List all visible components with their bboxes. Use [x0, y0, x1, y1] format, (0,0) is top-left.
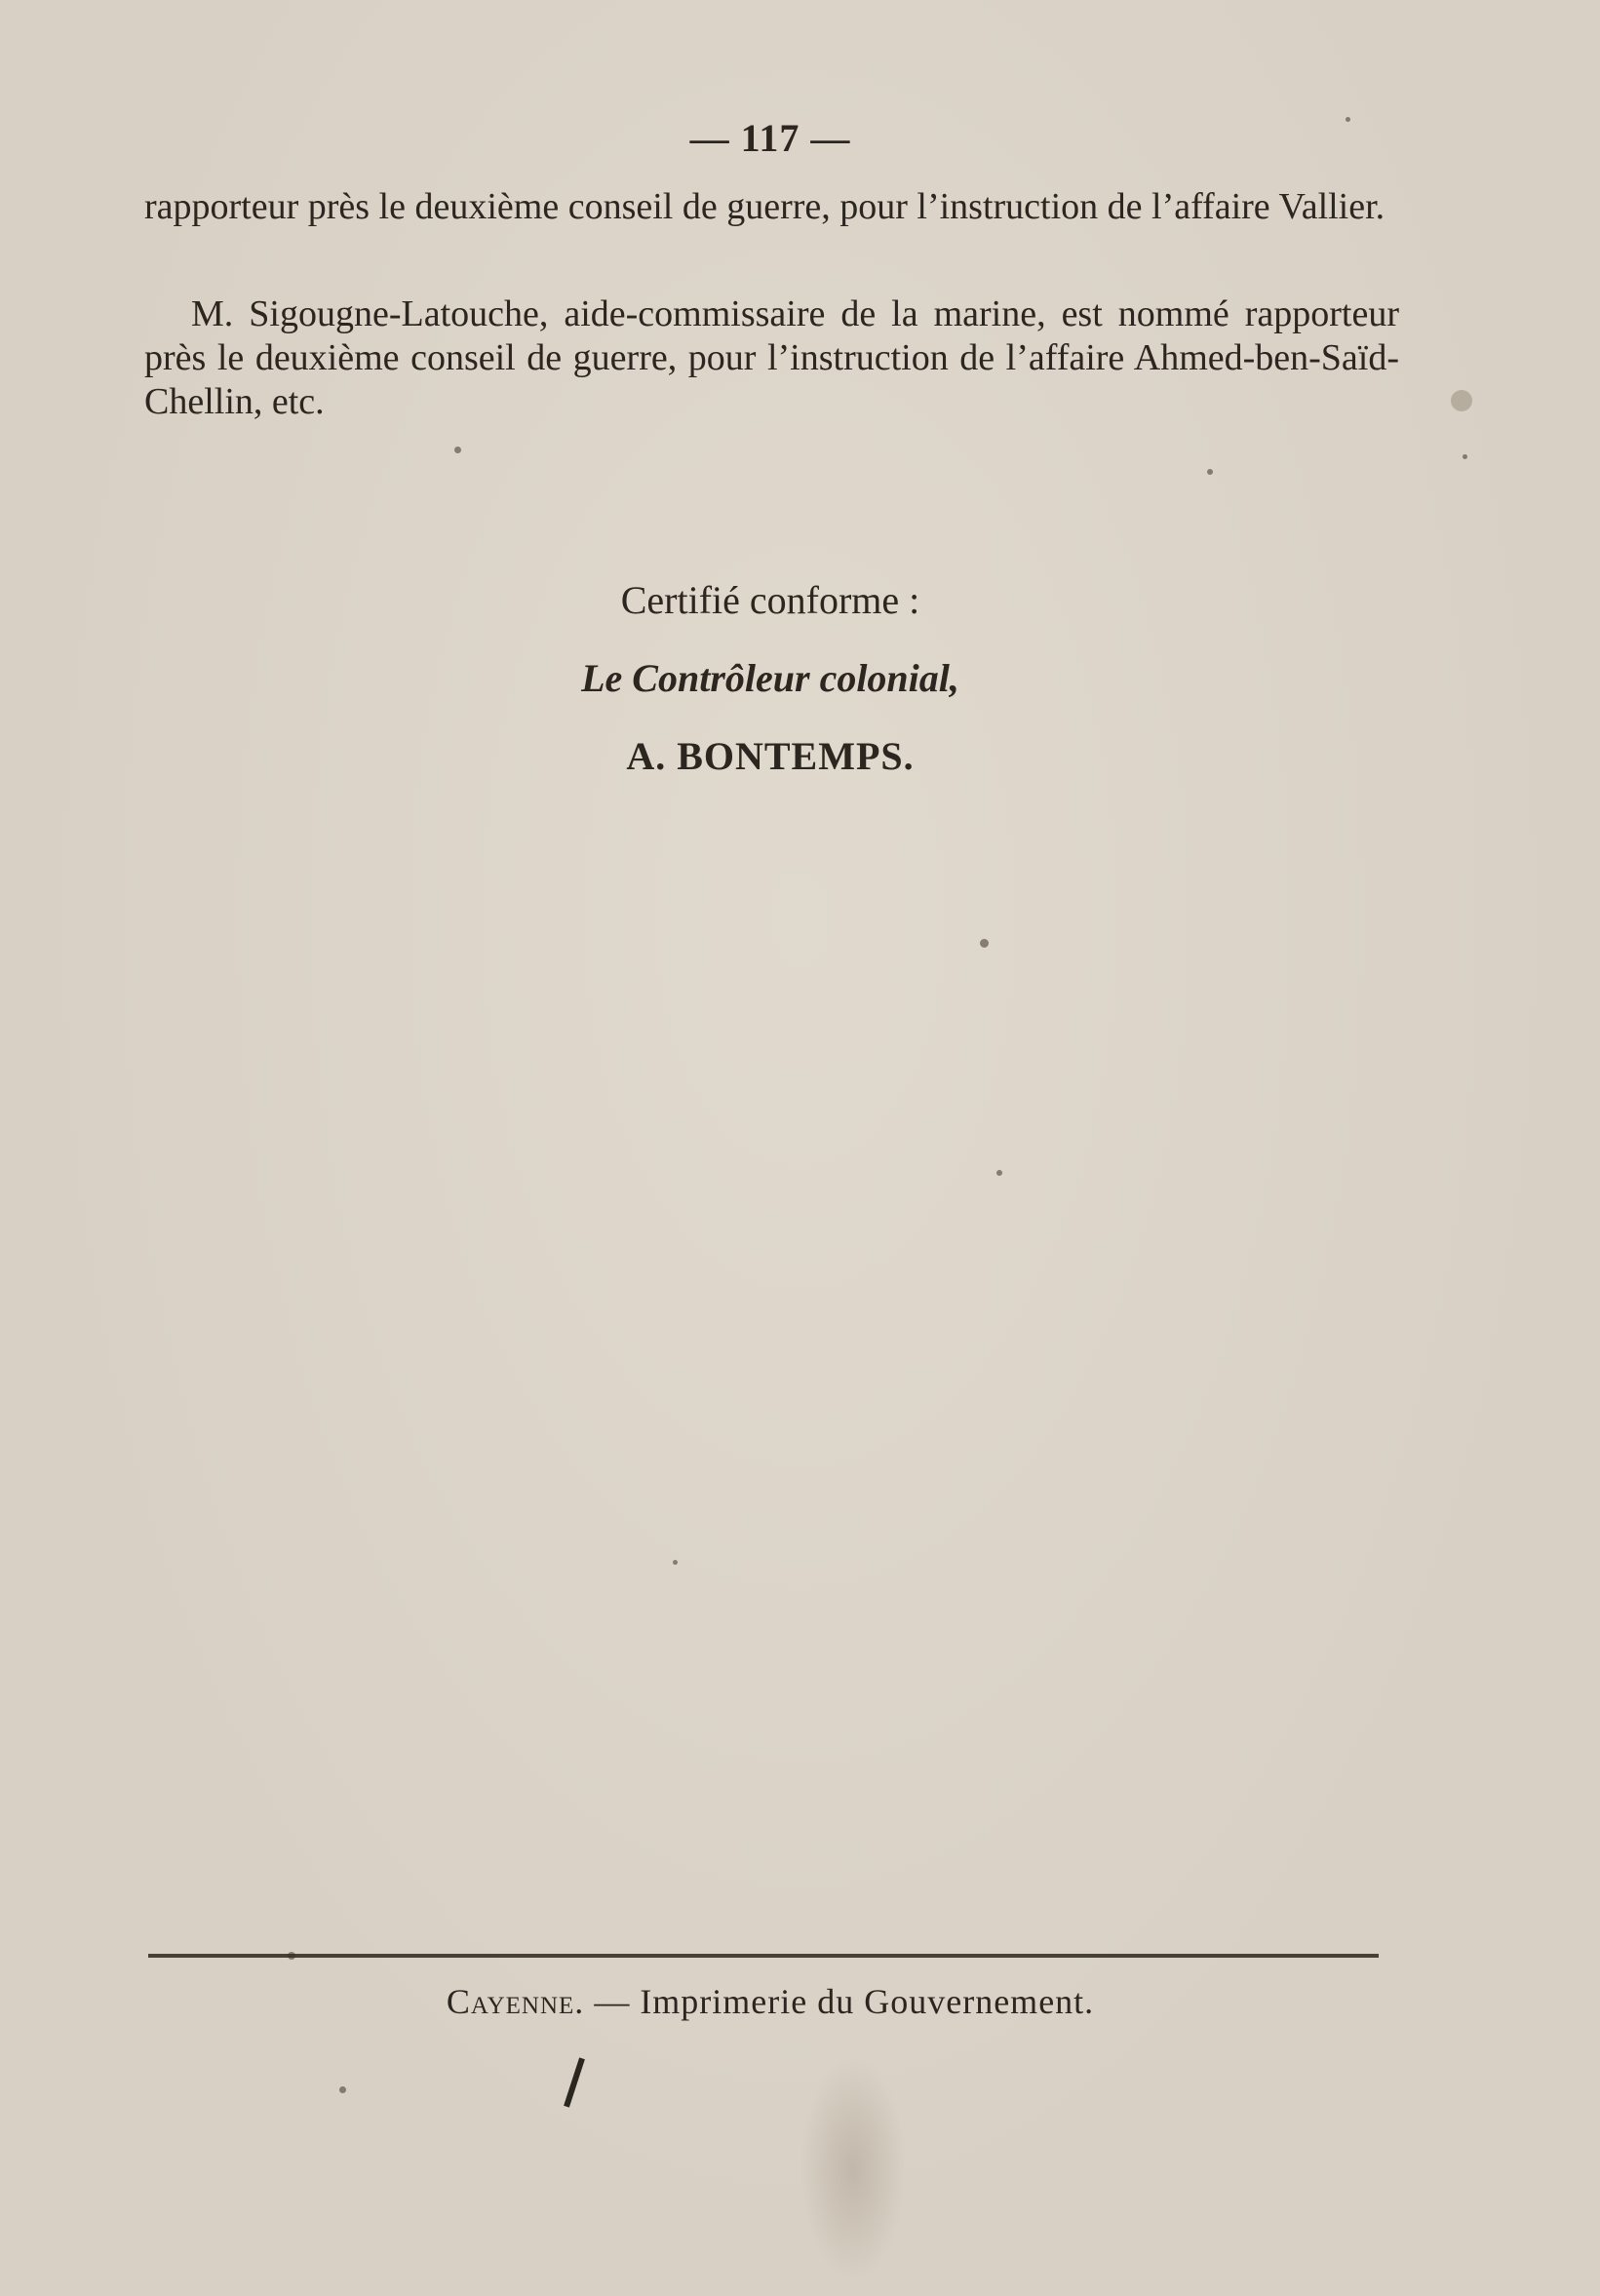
certification-line: Certifié conforme :	[620, 578, 920, 622]
speck	[1463, 454, 1467, 459]
speck	[980, 939, 989, 948]
footer-rule	[148, 1954, 1379, 1958]
speck	[1207, 469, 1213, 475]
speck	[339, 2086, 346, 2093]
speck	[996, 1170, 1002, 1176]
imprint-city: Cayenne.	[446, 1982, 585, 2021]
page-number: — 117 —	[689, 116, 851, 160]
paragraph-continuation: rapporteur près le deuxième conseil de guerre, pour l’instruction de l’affaire Vallier.	[144, 186, 1385, 227]
printer-imprint	[0, 1981, 1541, 2022]
imprint-printer: — Imprimerie du Gouvernement.	[584, 1982, 1095, 2021]
speck	[1451, 390, 1472, 411]
speck	[288, 1952, 295, 1960]
paper-stain	[800, 2057, 907, 2281]
signatory-name: A. BONTEMPS.	[626, 734, 915, 778]
speck	[1346, 117, 1350, 122]
ink-mark	[564, 2057, 585, 2107]
speck	[454, 447, 461, 453]
controller-title: Le Contrôleur colonial,	[581, 656, 959, 700]
speck	[673, 1560, 678, 1565]
paragraph-appointment: M. Sigougne-Latouche, aide-commissaire de la marine, est nommé rapporteur près le deuxième conseil de guerre, pour l’instruction de l’affaire Ahmed-ben-Saïd-Chellin, etc.	[144, 293, 1399, 422]
